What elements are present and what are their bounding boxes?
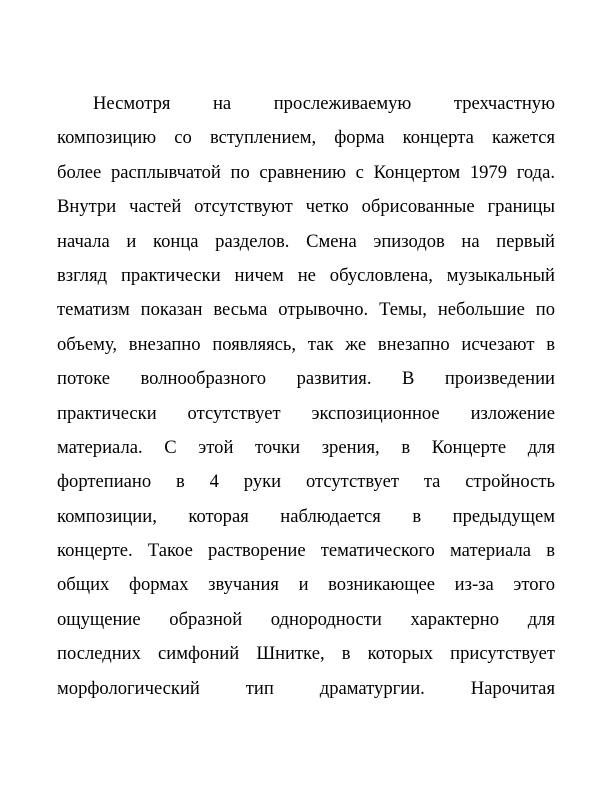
text-line: композиции, которая наблюдается в предыдущем — [57, 505, 555, 527]
text-line: начала и конца разделов. Смена эпизодов на первый — [57, 230, 555, 252]
text-line: общих формах звучания и возникающее из-за этого — [57, 574, 555, 596]
text-line: последних симфоний Шнитке, в которых присутствует — [57, 643, 555, 665]
text-line: взгляд практически ничем не обусловлена, музыкальный — [57, 264, 555, 286]
body-paragraph — [57, 87, 555, 706]
text-line: практически отсутствует экспозиционное изложение — [57, 402, 555, 424]
text-line: фортепиано в 4 руки отсутствует та стройность — [57, 471, 555, 493]
text-line: материала. С этой точки зрения, в Концерте для — [57, 436, 555, 458]
text-line: ощущение образной однородности характерно для — [57, 608, 555, 630]
text-line: потоке волнообразного развития. В произведении — [57, 368, 555, 390]
text-line: более расплывчатой по сравнению с Концертом 1979 года. — [57, 161, 555, 183]
text-line: Внутри частей отсутствуют четко обрисованные границы — [57, 196, 555, 218]
text-line: объему, внезапно появляясь, так же внезапно исчезают в — [57, 333, 555, 355]
text-line: тематизм показан весьма отрывочно. Темы, небольшие по — [57, 299, 555, 321]
text-line: морфологический тип драматургии. Нарочитая — [57, 677, 555, 699]
text-line: композицию со вступлением, форма концерта кажется — [57, 127, 555, 149]
text-line: концерте. Такое растворение тематического материала в — [57, 540, 555, 562]
text-line: Несмотря на прослеживаемую трехчастную — [93, 93, 555, 114]
